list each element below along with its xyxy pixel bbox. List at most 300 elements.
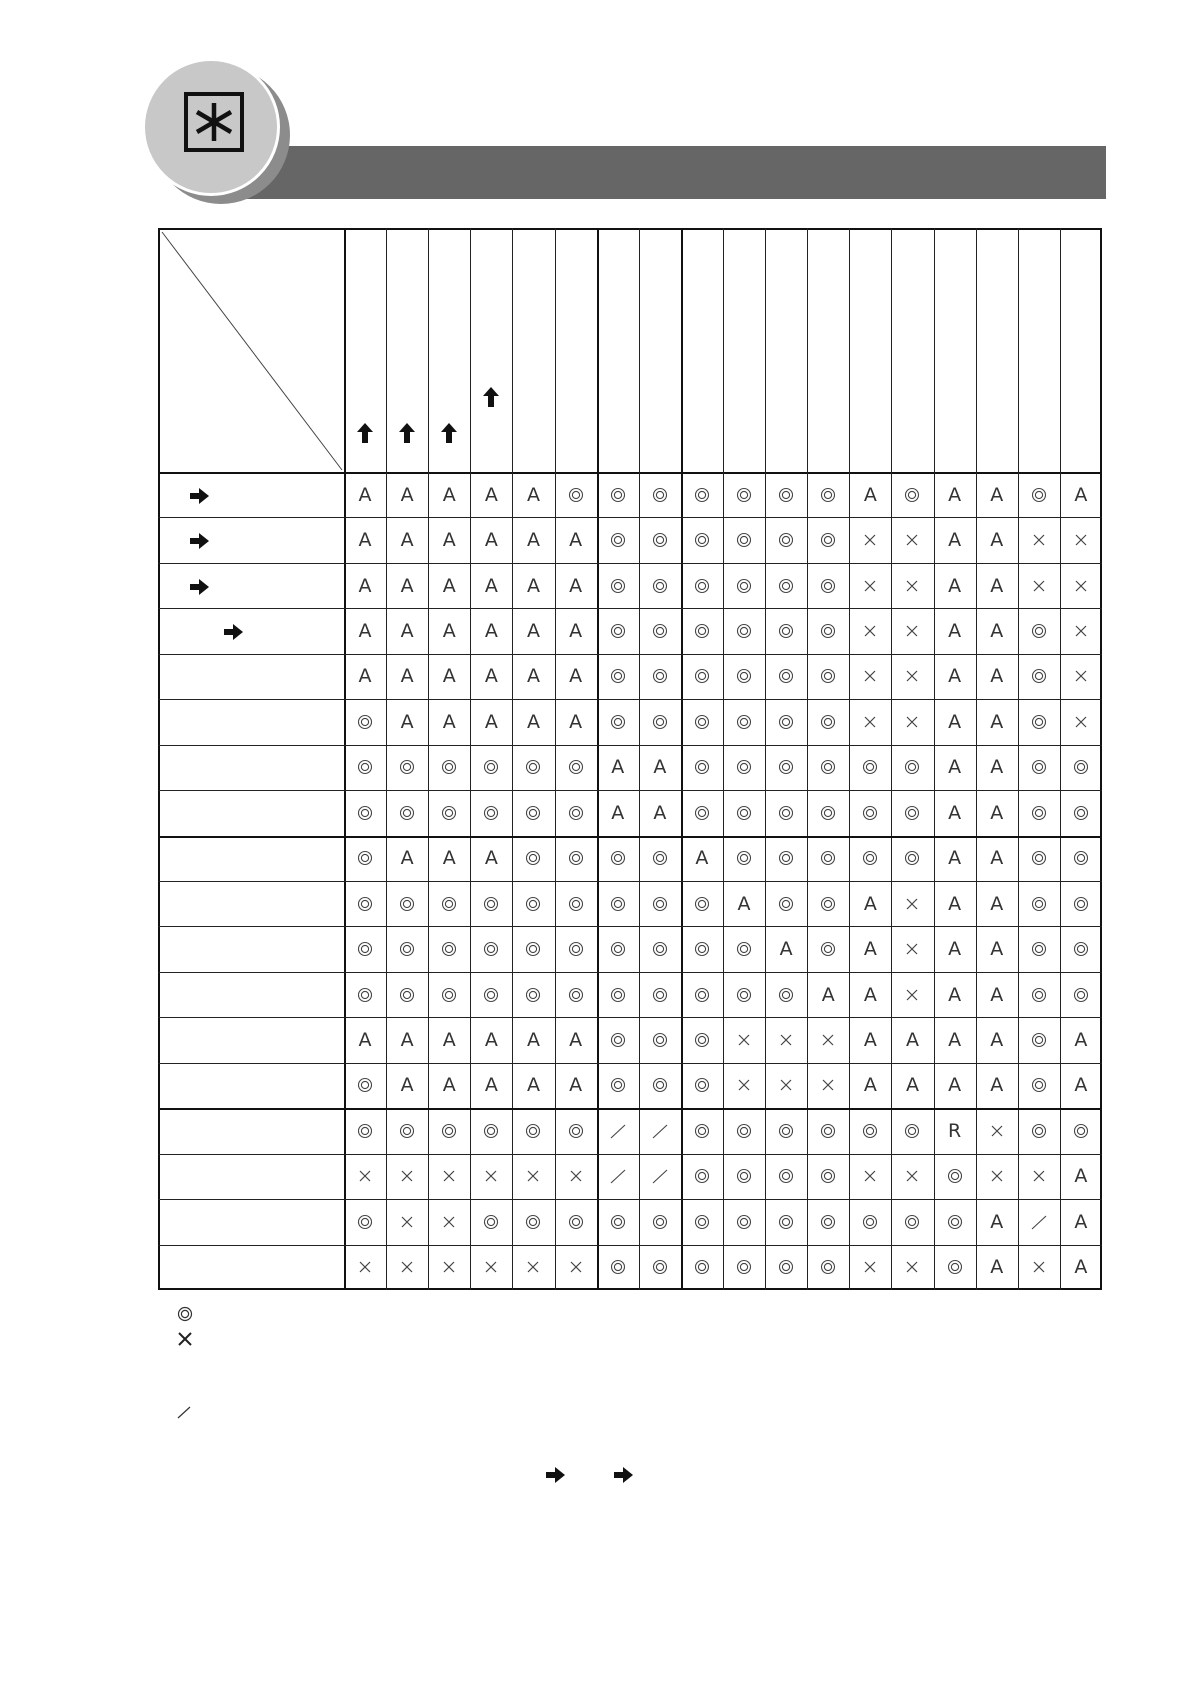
table-cell: A	[358, 620, 372, 643]
table-cell: A	[442, 710, 456, 733]
up-arrow-icon	[482, 386, 500, 408]
double-circle-icon	[555, 836, 597, 881]
table-cell: A	[779, 938, 793, 961]
double-circle-icon	[344, 926, 386, 971]
double-circle-icon	[1018, 790, 1060, 835]
double-circle-icon	[1018, 1108, 1060, 1153]
cross-icon	[555, 1245, 597, 1290]
table-cell: A	[1074, 1029, 1088, 1052]
double-circle-icon	[639, 472, 681, 517]
table-cell: A	[948, 938, 962, 961]
double-circle-icon	[639, 563, 681, 608]
double-circle-icon	[512, 926, 554, 971]
double-circle-icon	[597, 517, 639, 562]
table-cell: A	[526, 710, 540, 733]
cross-icon	[976, 1154, 1018, 1199]
double-circle-icon	[597, 608, 639, 653]
cross-icon	[849, 1245, 891, 1290]
double-circle-icon	[765, 472, 807, 517]
double-circle-icon	[807, 1108, 849, 1153]
cross-icon	[849, 517, 891, 562]
table-cell: A	[400, 1074, 414, 1097]
cross-icon	[555, 1154, 597, 1199]
right-arrow-icon	[188, 532, 210, 550]
double-circle-icon	[765, 881, 807, 926]
cross-icon	[470, 1245, 512, 1290]
double-circle-icon	[1018, 1017, 1060, 1062]
double-circle-icon	[765, 1199, 807, 1244]
table-cell: A	[358, 574, 372, 597]
table-cell: A	[484, 1074, 498, 1097]
double-circle-icon	[723, 1108, 765, 1153]
slash-icon	[639, 1108, 681, 1153]
table-cell: A	[1074, 1165, 1088, 1188]
table-cell: A	[569, 574, 583, 597]
double-circle-icon	[639, 517, 681, 562]
cross-icon	[976, 1108, 1018, 1153]
double-circle-icon	[849, 836, 891, 881]
double-circle-icon	[891, 472, 933, 517]
right-arrow-icon	[188, 487, 210, 505]
right-arrow-icon	[612, 1466, 634, 1489]
right-arrow-icon	[544, 1466, 566, 1489]
table-cell: A	[990, 483, 1004, 506]
double-circle-icon	[386, 1108, 428, 1153]
table-cell: A	[990, 529, 1004, 552]
double-circle-icon	[428, 972, 470, 1017]
double-circle-icon	[555, 881, 597, 926]
double-circle-icon	[512, 745, 554, 790]
double-circle-icon	[639, 608, 681, 653]
double-circle-icon	[723, 699, 765, 744]
table-cell: A	[695, 847, 709, 870]
double-circle-icon	[639, 1199, 681, 1244]
table-cell: A	[442, 574, 456, 597]
double-circle-icon	[344, 790, 386, 835]
double-circle-icon	[681, 1199, 723, 1244]
table-cell: A	[990, 983, 1004, 1006]
up-arrow-icon	[356, 422, 374, 444]
cross-icon	[891, 926, 933, 971]
legend-cross-icon	[176, 1330, 194, 1353]
cross-icon	[891, 563, 933, 608]
double-circle-icon	[428, 790, 470, 835]
cross-icon	[1060, 654, 1102, 699]
double-circle-icon	[639, 881, 681, 926]
double-circle-icon	[1018, 745, 1060, 790]
double-circle-icon	[681, 745, 723, 790]
double-circle-icon	[386, 881, 428, 926]
double-circle-icon	[765, 836, 807, 881]
double-circle-icon	[765, 563, 807, 608]
cross-icon	[807, 1017, 849, 1062]
double-circle-icon	[470, 745, 512, 790]
double-circle-icon	[723, 1245, 765, 1290]
double-circle-icon	[512, 972, 554, 1017]
double-circle-icon	[681, 972, 723, 1017]
double-circle-icon	[1060, 836, 1102, 881]
double-circle-icon	[1018, 1063, 1060, 1108]
table-cell: A	[400, 620, 414, 643]
double-circle-icon	[386, 745, 428, 790]
double-circle-icon	[681, 699, 723, 744]
table-cell: A	[484, 847, 498, 870]
double-circle-icon	[723, 745, 765, 790]
table-cell: A	[653, 756, 667, 779]
double-circle-icon	[597, 836, 639, 881]
cross-icon	[849, 608, 891, 653]
up-arrow-icon	[440, 422, 458, 444]
cross-icon	[849, 563, 891, 608]
double-circle-icon	[681, 1108, 723, 1153]
double-circle-icon	[723, 472, 765, 517]
table-cell: A	[948, 620, 962, 643]
double-circle-icon	[807, 517, 849, 562]
double-circle-icon	[681, 472, 723, 517]
table-cell: A	[948, 983, 962, 1006]
table-cell: A	[948, 710, 962, 733]
double-circle-icon	[1060, 745, 1102, 790]
double-circle-icon	[1018, 608, 1060, 653]
cross-icon	[765, 1017, 807, 1062]
table-cell: A	[611, 801, 625, 824]
cross-icon	[1060, 563, 1102, 608]
double-circle-icon	[765, 1108, 807, 1153]
double-circle-icon	[807, 881, 849, 926]
table-cell: A	[526, 665, 540, 688]
double-circle-icon	[723, 608, 765, 653]
cross-icon	[344, 1154, 386, 1199]
right-arrow-icon	[188, 578, 210, 596]
cross-icon	[891, 1245, 933, 1290]
table-cell: A	[400, 483, 414, 506]
double-circle-icon	[1018, 654, 1060, 699]
double-circle-icon	[765, 790, 807, 835]
cross-icon	[891, 608, 933, 653]
cross-icon	[891, 881, 933, 926]
double-circle-icon	[807, 1154, 849, 1199]
table-cell: A	[948, 1074, 962, 1097]
table-cell: A	[358, 1029, 372, 1052]
cross-icon	[1018, 517, 1060, 562]
table-cell: A	[863, 983, 877, 1006]
double-circle-icon	[597, 699, 639, 744]
double-circle-icon	[807, 1245, 849, 1290]
cross-icon	[428, 1154, 470, 1199]
double-circle-icon	[723, 654, 765, 699]
double-circle-icon	[849, 1199, 891, 1244]
double-circle-icon	[639, 972, 681, 1017]
table-cell: A	[990, 665, 1004, 688]
table-cell: A	[990, 1029, 1004, 1052]
double-circle-icon	[555, 1108, 597, 1153]
table-cell: A	[484, 529, 498, 552]
table-cell: A	[948, 574, 962, 597]
table-cell: A	[442, 847, 456, 870]
double-circle-icon	[765, 699, 807, 744]
table-cell: A	[990, 801, 1004, 824]
double-circle-icon	[344, 745, 386, 790]
double-circle-icon	[344, 972, 386, 1017]
cross-icon	[1060, 699, 1102, 744]
double-circle-icon	[1018, 881, 1060, 926]
double-circle-icon	[555, 745, 597, 790]
table-cell: A	[990, 847, 1004, 870]
double-circle-icon	[807, 654, 849, 699]
double-circle-icon	[428, 881, 470, 926]
cross-icon	[1018, 1154, 1060, 1199]
double-circle-icon	[681, 790, 723, 835]
table-cell: A	[400, 847, 414, 870]
table-cell: A	[948, 892, 962, 915]
cross-icon	[891, 699, 933, 744]
legend-double-circle-icon	[177, 1306, 193, 1327]
double-circle-icon	[555, 926, 597, 971]
double-circle-icon	[765, 745, 807, 790]
table-cell: A	[400, 574, 414, 597]
table-cell: A	[400, 529, 414, 552]
table-cell: A	[484, 665, 498, 688]
table-cell: A	[990, 710, 1004, 733]
table-cell: A	[948, 756, 962, 779]
slash-icon	[1018, 1199, 1060, 1244]
table-cell: A	[821, 983, 835, 1006]
cross-icon	[765, 1063, 807, 1108]
double-circle-icon	[723, 1199, 765, 1244]
cross-icon	[849, 699, 891, 744]
double-circle-icon	[723, 926, 765, 971]
double-circle-icon	[512, 881, 554, 926]
double-circle-icon	[1018, 699, 1060, 744]
double-circle-icon	[765, 1154, 807, 1199]
double-circle-icon	[723, 790, 765, 835]
table-cell: A	[569, 665, 583, 688]
up-arrow-icon	[398, 422, 416, 444]
double-circle-icon	[639, 1063, 681, 1108]
cross-icon	[849, 1154, 891, 1199]
double-circle-icon	[1018, 472, 1060, 517]
table-cell: A	[484, 1029, 498, 1052]
cross-icon	[512, 1154, 554, 1199]
double-circle-icon	[807, 608, 849, 653]
double-circle-icon	[934, 1245, 976, 1290]
table-cell: A	[737, 892, 751, 915]
table-cell: A	[990, 756, 1004, 779]
table-cell: A	[442, 529, 456, 552]
double-circle-icon	[428, 926, 470, 971]
table-cell: A	[948, 847, 962, 870]
double-circle-icon	[428, 1108, 470, 1153]
double-circle-icon	[344, 699, 386, 744]
double-circle-icon	[891, 1199, 933, 1244]
table-cell: A	[653, 801, 667, 824]
cross-icon	[723, 1063, 765, 1108]
double-circle-icon	[723, 517, 765, 562]
double-circle-icon	[765, 608, 807, 653]
double-circle-icon	[555, 972, 597, 1017]
double-circle-icon	[1060, 790, 1102, 835]
slash-icon	[597, 1108, 639, 1153]
table-cell: A	[569, 529, 583, 552]
table-cell: A	[611, 756, 625, 779]
double-circle-icon	[765, 517, 807, 562]
double-circle-icon	[344, 836, 386, 881]
double-circle-icon	[807, 745, 849, 790]
double-circle-icon	[344, 1108, 386, 1153]
double-circle-icon	[555, 1199, 597, 1244]
double-circle-icon	[639, 926, 681, 971]
cross-icon	[891, 517, 933, 562]
double-circle-icon	[597, 972, 639, 1017]
double-circle-icon	[807, 790, 849, 835]
double-circle-icon	[1060, 881, 1102, 926]
table-cell: A	[484, 574, 498, 597]
double-circle-icon	[344, 881, 386, 926]
double-circle-icon	[1060, 1108, 1102, 1153]
cross-icon	[470, 1154, 512, 1199]
double-circle-icon	[807, 926, 849, 971]
double-circle-icon	[470, 790, 512, 835]
double-circle-icon	[681, 1063, 723, 1108]
cross-icon	[512, 1245, 554, 1290]
double-circle-icon	[723, 1154, 765, 1199]
table-cell: A	[948, 529, 962, 552]
table-cell: A	[863, 938, 877, 961]
double-circle-icon	[470, 972, 512, 1017]
double-circle-icon	[428, 745, 470, 790]
table-cell: A	[526, 620, 540, 643]
table-cell: A	[905, 1029, 919, 1052]
table-cell: A	[526, 529, 540, 552]
double-circle-icon	[765, 654, 807, 699]
double-circle-icon	[597, 926, 639, 971]
double-circle-icon	[934, 1154, 976, 1199]
double-circle-icon	[386, 790, 428, 835]
cross-icon	[807, 1063, 849, 1108]
double-circle-icon	[1018, 836, 1060, 881]
double-circle-icon	[639, 1245, 681, 1290]
double-circle-icon	[934, 1199, 976, 1244]
table-cell: A	[484, 620, 498, 643]
table-cell: A	[526, 574, 540, 597]
double-circle-icon	[681, 608, 723, 653]
table-cell: A	[1074, 1256, 1088, 1279]
table-cell: A	[1074, 483, 1088, 506]
table-cell: A	[863, 1029, 877, 1052]
cross-icon	[849, 654, 891, 699]
table-cell: A	[442, 483, 456, 506]
double-circle-icon	[555, 472, 597, 517]
double-circle-icon	[681, 881, 723, 926]
double-circle-icon	[807, 1199, 849, 1244]
table-cell: A	[990, 1256, 1004, 1279]
double-circle-icon	[344, 1063, 386, 1108]
double-circle-icon	[386, 926, 428, 971]
table-cell: A	[484, 483, 498, 506]
double-circle-icon	[723, 972, 765, 1017]
double-circle-icon	[723, 836, 765, 881]
double-circle-icon	[512, 1199, 554, 1244]
asterisk-in-square-icon	[184, 92, 244, 152]
cross-icon	[1060, 608, 1102, 653]
double-circle-icon	[1018, 926, 1060, 971]
double-circle-icon	[807, 836, 849, 881]
table-cell: A	[400, 710, 414, 733]
table-cell: A	[948, 801, 962, 824]
table-cell: A	[990, 938, 1004, 961]
double-circle-icon	[891, 745, 933, 790]
table-cell: A	[400, 1029, 414, 1052]
cross-icon	[386, 1154, 428, 1199]
double-circle-icon	[891, 790, 933, 835]
table-cell: A	[484, 710, 498, 733]
table-cell: A	[948, 483, 962, 506]
double-circle-icon	[597, 1245, 639, 1290]
double-circle-icon	[597, 1063, 639, 1108]
table-cell: A	[442, 620, 456, 643]
table-cell: A	[358, 483, 372, 506]
double-circle-icon	[681, 1154, 723, 1199]
table-cell: A	[569, 1074, 583, 1097]
table-cell: A	[569, 710, 583, 733]
double-circle-icon	[597, 881, 639, 926]
cross-icon	[386, 1245, 428, 1290]
table-cell: A	[1074, 1074, 1088, 1097]
table-cell: A	[526, 483, 540, 506]
double-circle-icon	[597, 1199, 639, 1244]
double-circle-icon	[849, 790, 891, 835]
table-cell: A	[1074, 1210, 1088, 1233]
double-circle-icon	[512, 1108, 554, 1153]
table-cell: A	[990, 1210, 1004, 1233]
double-circle-icon	[597, 472, 639, 517]
table-cell: A	[526, 1029, 540, 1052]
double-circle-icon	[1060, 972, 1102, 1017]
double-circle-icon	[807, 563, 849, 608]
double-circle-icon	[681, 1017, 723, 1062]
double-circle-icon	[681, 1245, 723, 1290]
double-circle-icon	[765, 972, 807, 1017]
double-circle-icon	[1018, 972, 1060, 1017]
table-cell: A	[863, 892, 877, 915]
header-diagonal	[158, 228, 344, 472]
legend-slash-icon	[176, 1404, 192, 1425]
double-circle-icon	[681, 654, 723, 699]
double-circle-icon	[807, 472, 849, 517]
double-circle-icon	[891, 1108, 933, 1153]
table-cell: A	[358, 529, 372, 552]
double-circle-icon	[386, 972, 428, 1017]
table-cell: A	[526, 1074, 540, 1097]
cross-icon	[891, 1154, 933, 1199]
double-circle-icon	[470, 926, 512, 971]
table-cell: A	[905, 1074, 919, 1097]
double-circle-icon	[1060, 926, 1102, 971]
double-circle-icon	[849, 745, 891, 790]
cross-icon	[1018, 563, 1060, 608]
double-circle-icon	[807, 699, 849, 744]
cross-icon	[891, 972, 933, 1017]
table-cell: R	[948, 1119, 962, 1142]
double-circle-icon	[639, 699, 681, 744]
double-circle-icon	[681, 563, 723, 608]
double-circle-icon	[470, 1199, 512, 1244]
table-cell: A	[569, 620, 583, 643]
table-cell: A	[948, 1029, 962, 1052]
double-circle-icon	[681, 926, 723, 971]
cross-icon	[428, 1245, 470, 1290]
table-cell: A	[863, 1074, 877, 1097]
